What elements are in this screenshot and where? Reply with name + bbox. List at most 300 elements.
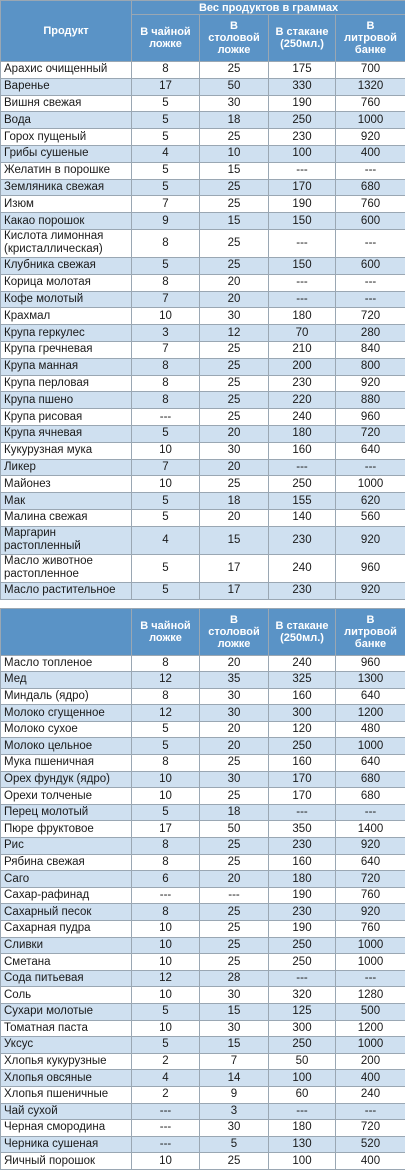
glass-value-cell: 130	[269, 1136, 336, 1153]
table-row	[1, 937, 405, 954]
product-name-cell: Хлопья пшеничные	[1, 1086, 132, 1103]
product-name-cell: Сметана	[1, 954, 132, 971]
glass-value-cell: 230	[269, 582, 336, 599]
tsp-value-cell: 10	[132, 921, 200, 938]
jar-value-cell: 600	[336, 213, 405, 230]
glass-value-cell: 240	[269, 655, 336, 672]
glass-value-cell: 120	[269, 721, 336, 738]
tsp-value-cell: 10	[132, 476, 200, 493]
jar-value-cell: 400	[336, 1153, 405, 1170]
jar-value-cell: 840	[336, 341, 405, 358]
glass-value-cell: 210	[269, 341, 336, 358]
table-row	[1, 804, 405, 821]
tsp-value-cell: 3	[132, 325, 200, 342]
jar-value-cell: 1300	[336, 672, 405, 689]
product-name-cell: Майонез	[1, 476, 132, 493]
glass-value-cell: 180	[269, 871, 336, 888]
glass-value-cell: 220	[269, 392, 336, 409]
product-name-cell: Кукурузная мука	[1, 442, 132, 459]
jar-value-cell: 920	[336, 582, 405, 599]
jar-value-cell: 960	[336, 554, 405, 582]
tsp-value-cell: 17	[132, 821, 200, 838]
jar-value-cell: 1000	[336, 112, 405, 129]
tsp-value-cell: 10	[132, 1020, 200, 1037]
product-name-cell: Ликер	[1, 459, 132, 476]
table-row	[1, 1086, 405, 1103]
product-name-cell: Мак	[1, 493, 132, 510]
product-name-cell: Корица молотая	[1, 274, 132, 291]
tsp-value-cell: 2	[132, 1086, 200, 1103]
glass-value-cell: 175	[269, 62, 336, 79]
table-row	[1, 871, 405, 888]
jar-value-cell: 1000	[336, 937, 405, 954]
glass-value-cell: 190	[269, 196, 336, 213]
jar-value-cell: 720	[336, 871, 405, 888]
glass-value-cell: 70	[269, 325, 336, 342]
tsp-value-cell: 8	[132, 854, 200, 871]
jar-value-cell: 680	[336, 788, 405, 805]
glass-value-cell: 60	[269, 1086, 336, 1103]
tsp-value-cell: 8	[132, 688, 200, 705]
tbsp-value-cell: 15	[200, 526, 269, 554]
product-name-cell: Сахарный песок	[1, 904, 132, 921]
tsp-value-cell: ---	[132, 887, 200, 904]
tbsp-value-cell: 50	[200, 821, 269, 838]
tsp-value-cell: 8	[132, 229, 200, 257]
tsp-value-cell: 8	[132, 392, 200, 409]
tbsp-value-cell: 28	[200, 970, 269, 987]
jar-value-cell: 760	[336, 95, 405, 112]
product-name-cell: Крупа манная	[1, 358, 132, 375]
table-1-body	[1, 62, 405, 600]
tsp-value-cell: 5	[132, 804, 200, 821]
glass-value-cell: ---	[269, 162, 336, 179]
jar-value-cell: 920	[336, 375, 405, 392]
table-row	[1, 179, 405, 196]
product-name-cell: Какао порошок	[1, 213, 132, 230]
tsp-value-cell: 5	[132, 257, 200, 274]
glass-value-cell: ---	[269, 459, 336, 476]
table-row	[1, 229, 405, 257]
tbsp-value-cell: 15	[200, 1003, 269, 1020]
jar-value-cell: 240	[336, 1086, 405, 1103]
jar-value-cell: 600	[336, 257, 405, 274]
table-row	[1, 129, 405, 146]
product-name-cell: Масло топленое	[1, 655, 132, 672]
table-row	[1, 162, 405, 179]
jar-value-cell: 1200	[336, 1020, 405, 1037]
product-name-cell: Кислота лимонная (кристаллическая)	[1, 229, 132, 257]
tsp-value-cell: 5	[132, 721, 200, 738]
tsp-value-cell: 5	[132, 738, 200, 755]
tbsp-value-cell: 20	[200, 721, 269, 738]
tbsp-value-cell: 30	[200, 1120, 269, 1137]
jar-value-cell: 1000	[336, 1037, 405, 1054]
product-name-cell: Варенье	[1, 78, 132, 95]
weights-table-2	[0, 608, 405, 1170]
tsp-value-cell: 5	[132, 162, 200, 179]
tsp-value-cell: 10	[132, 1153, 200, 1170]
product-name-cell: Миндаль (ядро)	[1, 688, 132, 705]
glass-value-cell: 100	[269, 1070, 336, 1087]
table-row	[1, 705, 405, 722]
table-row	[1, 1153, 405, 1170]
tbsp-value-cell: ---	[200, 887, 269, 904]
product-name-cell: Горох пущеный	[1, 129, 132, 146]
glass-value-cell: 330	[269, 78, 336, 95]
table-separator	[0, 600, 405, 608]
tsp-value-cell: 5	[132, 509, 200, 526]
glass-value-cell: 190	[269, 887, 336, 904]
jar-value-cell: 560	[336, 509, 405, 526]
table-row	[1, 425, 405, 442]
table-row	[1, 788, 405, 805]
tsp-value-cell: 7	[132, 196, 200, 213]
tbsp-value-cell: 3	[200, 1103, 269, 1120]
product-name-cell: Сахарная пудра	[1, 921, 132, 938]
product-name-cell: Изюм	[1, 196, 132, 213]
product-name-cell: Крупа пшено	[1, 392, 132, 409]
jar-value-cell: 800	[336, 358, 405, 375]
product-name-cell: Крупа перловая	[1, 375, 132, 392]
tsp-value-cell: 10	[132, 788, 200, 805]
product-name-cell: Вишня свежая	[1, 95, 132, 112]
tbsp-value-cell: 20	[200, 509, 269, 526]
jar-value-cell: 920	[336, 526, 405, 554]
tbsp-value-cell: 15	[200, 162, 269, 179]
table-row	[1, 476, 405, 493]
tbsp-value-cell: 10	[200, 145, 269, 162]
tbsp-value-cell: 25	[200, 129, 269, 146]
glass-value-cell: 230	[269, 904, 336, 921]
table-row	[1, 392, 405, 409]
product-name-cell: Малина свежая	[1, 509, 132, 526]
glass-value-cell: 230	[269, 129, 336, 146]
product-name-cell: Крупа гречневая	[1, 341, 132, 358]
tsp-value-cell: 5	[132, 112, 200, 129]
tbsp-value-cell: 20	[200, 738, 269, 755]
tbsp-value-cell: 17	[200, 582, 269, 599]
tbsp-value-cell: 50	[200, 78, 269, 95]
jar-value-cell: 680	[336, 771, 405, 788]
table-row	[1, 904, 405, 921]
jar-value-cell: 1280	[336, 987, 405, 1004]
glass-value-cell: 230	[269, 375, 336, 392]
table-row	[1, 1070, 405, 1087]
tsp-column-header: В чайной ложке	[132, 15, 200, 62]
glass-value-cell: 250	[269, 112, 336, 129]
table-row	[1, 509, 405, 526]
tsp-value-cell: 8	[132, 904, 200, 921]
tsp-value-cell: 7	[132, 459, 200, 476]
tbsp-value-cell: 9	[200, 1086, 269, 1103]
tsp-value-cell: 12	[132, 970, 200, 987]
tsp-column-header: В чайной ложке	[132, 608, 200, 655]
jar-value-cell: 400	[336, 145, 405, 162]
table-row	[1, 409, 405, 426]
glass-value-cell: 300	[269, 705, 336, 722]
jar-value-cell: 480	[336, 721, 405, 738]
glass-value-cell: 170	[269, 788, 336, 805]
table-row	[1, 1103, 405, 1120]
jar-column-header: В литровой банке	[336, 15, 405, 62]
glass-value-cell: 140	[269, 509, 336, 526]
table-row	[1, 821, 405, 838]
table-row	[1, 341, 405, 358]
glass-value-cell: 100	[269, 145, 336, 162]
tbsp-value-cell: 25	[200, 409, 269, 426]
glass-value-cell: 150	[269, 213, 336, 230]
jar-value-cell: 1400	[336, 821, 405, 838]
jar-value-cell: 760	[336, 887, 405, 904]
product-name-cell: Крупа ячневая	[1, 425, 132, 442]
table-row	[1, 1037, 405, 1054]
product-name-cell: Молоко сгущенное	[1, 705, 132, 722]
tbsp-value-cell: 15	[200, 1037, 269, 1054]
table-row	[1, 838, 405, 855]
glass-value-cell: ---	[269, 1103, 336, 1120]
glass-value-cell: 350	[269, 821, 336, 838]
tbsp-value-cell: 18	[200, 804, 269, 821]
jar-value-cell: 1200	[336, 705, 405, 722]
product-name-cell: Чай сухой	[1, 1103, 132, 1120]
glass-value-cell: ---	[269, 274, 336, 291]
tsp-value-cell: 5	[132, 582, 200, 599]
jar-value-cell: 500	[336, 1003, 405, 1020]
table-row	[1, 526, 405, 554]
tsp-value-cell: 10	[132, 987, 200, 1004]
glass-value-cell: 190	[269, 921, 336, 938]
jar-value-cell: 200	[336, 1053, 405, 1070]
product-name-cell: Крупа геркулес	[1, 325, 132, 342]
tsp-value-cell: ---	[132, 409, 200, 426]
product-name-cell: Молоко сухое	[1, 721, 132, 738]
product-name-cell: Сода питьевая	[1, 970, 132, 987]
jar-value-cell: 960	[336, 409, 405, 426]
table-row	[1, 325, 405, 342]
table-row	[1, 887, 405, 904]
tbsp-value-cell: 20	[200, 655, 269, 672]
tsp-value-cell: 8	[132, 655, 200, 672]
jar-value-cell: 920	[336, 129, 405, 146]
table-row	[1, 1053, 405, 1070]
table-row	[1, 213, 405, 230]
table-row	[1, 95, 405, 112]
jar-value-cell: 400	[336, 1070, 405, 1087]
product-name-cell: Крахмал	[1, 308, 132, 325]
glass-value-cell: 230	[269, 526, 336, 554]
tbsp-value-cell: 25	[200, 788, 269, 805]
glass-value-cell: 250	[269, 954, 336, 971]
product-name-cell: Черная смородина	[1, 1120, 132, 1137]
table-row	[1, 308, 405, 325]
product-name-cell: Арахис очищенный	[1, 62, 132, 79]
tbsp-value-cell: 25	[200, 375, 269, 392]
glass-value-cell: 50	[269, 1053, 336, 1070]
tsp-value-cell: ---	[132, 1120, 200, 1137]
tbsp-value-cell: 30	[200, 987, 269, 1004]
table-row	[1, 755, 405, 772]
tbsp-value-cell: 30	[200, 1020, 269, 1037]
table-row	[1, 655, 405, 672]
glass-value-cell: 170	[269, 771, 336, 788]
tbsp-value-cell: 25	[200, 1153, 269, 1170]
tbsp-column-header: В столовой ложке	[200, 15, 269, 62]
tbsp-value-cell: 20	[200, 425, 269, 442]
tsp-value-cell: 5	[132, 129, 200, 146]
tsp-value-cell: 10	[132, 771, 200, 788]
tbsp-value-cell: 20	[200, 459, 269, 476]
jar-value-cell: ---	[336, 162, 405, 179]
table-row	[1, 274, 405, 291]
tsp-value-cell: 8	[132, 375, 200, 392]
glass-value-cell: 250	[269, 1037, 336, 1054]
tbsp-value-cell: 25	[200, 854, 269, 871]
tbsp-value-cell: 30	[200, 688, 269, 705]
tsp-value-cell: 10	[132, 954, 200, 971]
tsp-value-cell: 7	[132, 341, 200, 358]
glass-value-cell: 230	[269, 838, 336, 855]
tsp-value-cell: ---	[132, 1136, 200, 1153]
jar-value-cell: 620	[336, 493, 405, 510]
jar-value-cell: 640	[336, 854, 405, 871]
table-row	[1, 738, 405, 755]
tbsp-value-cell: 30	[200, 308, 269, 325]
tsp-value-cell: 5	[132, 425, 200, 442]
product-name-cell: Молоко цельное	[1, 738, 132, 755]
tbsp-value-cell: 25	[200, 838, 269, 855]
jar-value-cell: 520	[336, 1136, 405, 1153]
product-name-cell: Томатная паста	[1, 1020, 132, 1037]
table-row	[1, 954, 405, 971]
tsp-value-cell: 12	[132, 705, 200, 722]
table-row	[1, 358, 405, 375]
jar-value-cell: 700	[336, 62, 405, 79]
tsp-value-cell: 10	[132, 308, 200, 325]
tbsp-value-cell: 25	[200, 937, 269, 954]
table-row	[1, 196, 405, 213]
product-name-cell: Мед	[1, 672, 132, 689]
tbsp-value-cell: 25	[200, 62, 269, 79]
tbsp-value-cell: 25	[200, 358, 269, 375]
product-column-header: Продукт	[1, 1, 132, 62]
product-name-cell: Маргарин растопленный	[1, 526, 132, 554]
jar-value-cell: ---	[336, 274, 405, 291]
jar-value-cell: ---	[336, 291, 405, 308]
tsp-value-cell: 2	[132, 1053, 200, 1070]
glass-value-cell: 180	[269, 1120, 336, 1137]
product-name-cell: Уксус	[1, 1037, 132, 1054]
product-name-cell: Яичный порошок	[1, 1153, 132, 1170]
tsp-value-cell: 7	[132, 291, 200, 308]
tsp-value-cell: 4	[132, 145, 200, 162]
tbsp-value-cell: 7	[200, 1053, 269, 1070]
glass-value-cell: ---	[269, 229, 336, 257]
product-name-cell: Орех фундук (ядро)	[1, 771, 132, 788]
tbsp-value-cell: 30	[200, 771, 269, 788]
jar-value-cell: 1320	[336, 78, 405, 95]
glass-value-cell: 180	[269, 425, 336, 442]
product-name-cell: Рябина свежая	[1, 854, 132, 871]
table-row	[1, 62, 405, 79]
product-name-cell: Сливки	[1, 937, 132, 954]
tsp-value-cell: 5	[132, 1037, 200, 1054]
jar-value-cell: ---	[336, 804, 405, 821]
table-row	[1, 921, 405, 938]
tsp-value-cell: 8	[132, 358, 200, 375]
product-name-cell: Сухари молотые	[1, 1003, 132, 1020]
tbsp-column-header: В столовой ложке	[200, 608, 269, 655]
glass-value-cell: 250	[269, 937, 336, 954]
tbsp-value-cell: 15	[200, 213, 269, 230]
glass-value-cell: 180	[269, 308, 336, 325]
jar-value-cell: 720	[336, 425, 405, 442]
jar-column-header: В литровой банке	[336, 608, 405, 655]
table-row	[1, 291, 405, 308]
product-column-header-blank	[1, 608, 132, 655]
tbsp-value-cell: 30	[200, 95, 269, 112]
tsp-value-cell: 5	[132, 554, 200, 582]
table-row	[1, 1136, 405, 1153]
product-name-cell: Черника сушеная	[1, 1136, 132, 1153]
jar-value-cell: 720	[336, 1120, 405, 1137]
tbsp-value-cell: 20	[200, 291, 269, 308]
table-row	[1, 78, 405, 95]
table-row	[1, 688, 405, 705]
table-row	[1, 459, 405, 476]
glass-value-cell: ---	[269, 970, 336, 987]
table-row	[1, 1003, 405, 1020]
table-2-body	[1, 655, 405, 1169]
product-name-cell: Масло растительное	[1, 582, 132, 599]
tbsp-value-cell: 25	[200, 229, 269, 257]
weight-group-header: Вес продуктов в граммах	[132, 1, 405, 15]
tsp-value-cell: 8	[132, 755, 200, 772]
tsp-value-cell: 10	[132, 937, 200, 954]
jar-value-cell: 880	[336, 392, 405, 409]
table-row	[1, 721, 405, 738]
table-row	[1, 442, 405, 459]
table-row	[1, 112, 405, 129]
product-name-cell: Перец молотый	[1, 804, 132, 821]
jar-value-cell: 1000	[336, 738, 405, 755]
tsp-value-cell: 9	[132, 213, 200, 230]
tbsp-value-cell: 30	[200, 705, 269, 722]
tbsp-value-cell: 12	[200, 325, 269, 342]
table-row	[1, 987, 405, 1004]
table-row	[1, 1020, 405, 1037]
tbsp-value-cell: 30	[200, 442, 269, 459]
tsp-value-cell: 5	[132, 1003, 200, 1020]
product-name-cell: Кофе молотый	[1, 291, 132, 308]
glass-value-cell: ---	[269, 804, 336, 821]
glass-value-cell: 160	[269, 755, 336, 772]
glass-column-header: В стакане (250мл.)	[269, 15, 336, 62]
table-row	[1, 672, 405, 689]
tbsp-value-cell: 5	[200, 1136, 269, 1153]
tsp-value-cell: 8	[132, 838, 200, 855]
jar-value-cell: 680	[336, 179, 405, 196]
tbsp-value-cell: 25	[200, 392, 269, 409]
tbsp-value-cell: 18	[200, 493, 269, 510]
tsp-value-cell: 8	[132, 62, 200, 79]
tbsp-value-cell: 25	[200, 179, 269, 196]
glass-value-cell: 325	[269, 672, 336, 689]
jar-value-cell: 920	[336, 904, 405, 921]
glass-value-cell: 155	[269, 493, 336, 510]
glass-value-cell: 320	[269, 987, 336, 1004]
glass-value-cell: 125	[269, 1003, 336, 1020]
